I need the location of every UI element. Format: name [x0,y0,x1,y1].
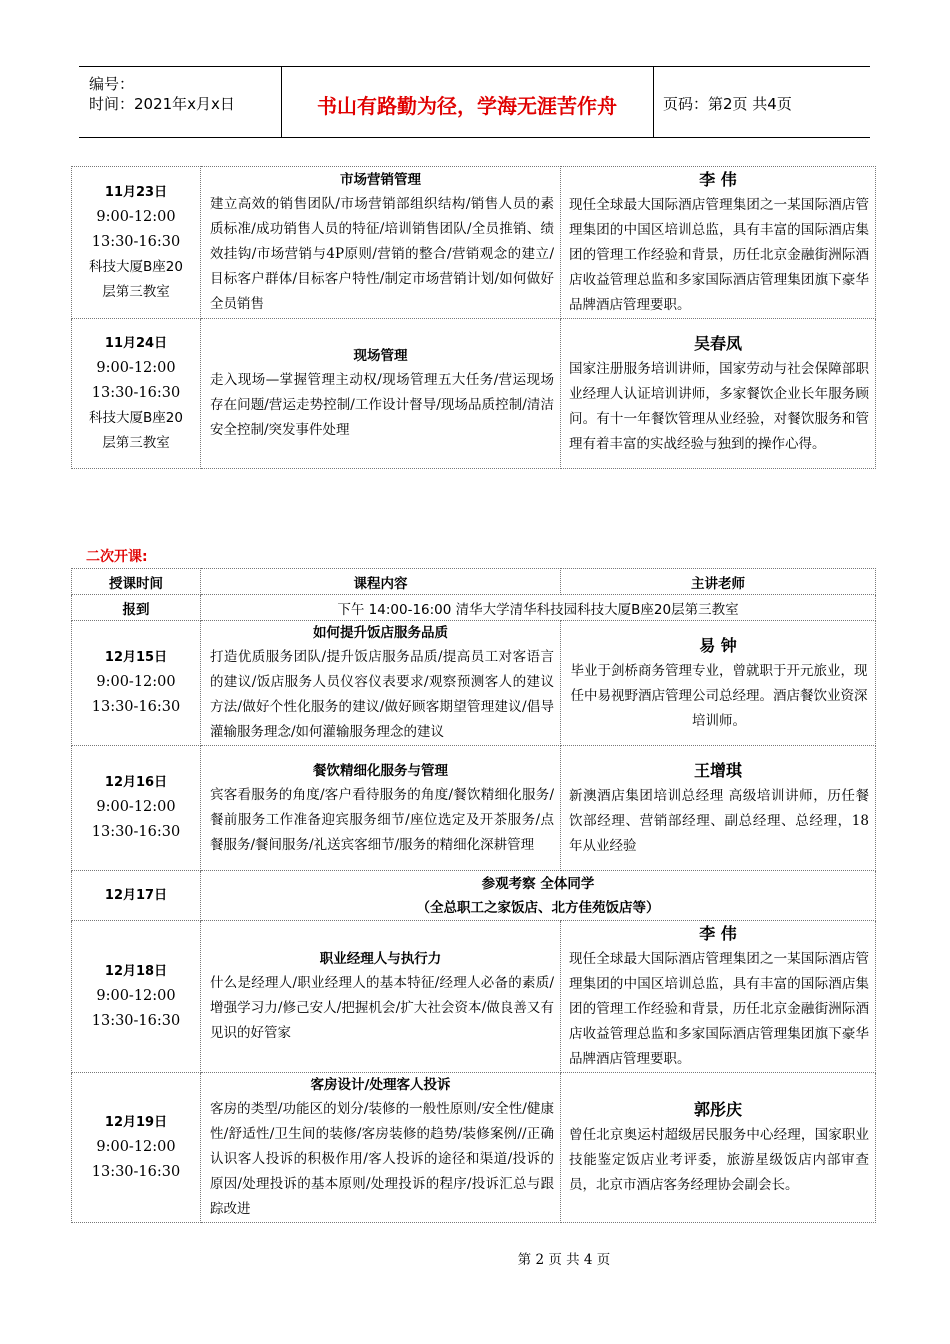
header-content: 课程内容 [201,569,561,595]
header-teacher: 主讲老师 [561,569,876,595]
course-place-line1: 科技大厦B座20 [89,258,183,275]
course-body: 建立高效的销售团队/市场营销部组织结构/销售人员的素质标准/成功销售人员的特征/培训销售团队/全员推销、绩效挂钩/市场营销与4P原则/营销的整合/营销观念的建立/目标客户群体/目标客户特性/制定市场营销计划/如何做好全员销售 [210,196,554,312]
teacher-name: 李 伟 [699,924,737,943]
course-time-afternoon: 13:30-16:30 [91,1163,181,1180]
teacher-cell [561,1073,876,1223]
teacher-bio: 现任全球最大国际酒店管理集团之一某国际酒店管理集团的中国区培训总监，具有丰富的国际酒店集团的管理工作经验和背景，历任北京金融街洲际酒店收益管理总监和多家国际酒店管理集团旗下豪华品牌酒店管理要职。 [569,951,869,1067]
time-cell [72,319,201,469]
header-date: 时间：2021年x月x日 [89,95,235,113]
content-cell [201,621,561,746]
content-cell [201,921,561,1073]
course-time-afternoon: 13:30-16:30 [91,384,181,401]
course-time-afternoon: 13:30-16:30 [91,233,181,250]
table-row [72,621,876,746]
teacher-bio: 新澳酒店集团培训总经理 高级培训讲师，历任餐饮部经理、营销部经理、副总经理、总经理，18年从业经验 [569,787,869,854]
page-footer [0,1248,950,1268]
course-title: 职业经理人与执行力 [319,951,442,967]
teacher-cell [561,621,876,746]
course-time-morning: 9:00-12:00 [96,208,176,225]
course-date: 11月24日 [104,335,168,351]
visit-places: （全总职工之家饭店、北方佳苑饭店等） [416,899,660,916]
course-date: 12月16日 [104,775,168,790]
table-row [72,921,876,1073]
time-cell [72,871,201,921]
course-date: 12月18日 [104,963,168,979]
course-title: 餐饮精细化服务与管理 [313,762,448,779]
time-cell [72,1073,201,1223]
course-time-morning: 9:00-12:00 [96,799,176,815]
time-cell [72,746,201,871]
course-body: 宾客看服务的角度/客户看待服务的角度/餐饮精细化服务/餐前服务工作准备迎宾服务细节/座位选定及开茶服务/点餐服务/餐间服务/礼送宾客细节/服务的精细化深耕管理 [210,786,554,853]
course-time-morning: 9:00-12:00 [96,1138,176,1155]
course-date: 12月15日 [104,650,168,665]
header-number: 编号： [89,75,135,93]
header-page: 页码：第2页 共4页 [663,95,792,113]
course-time-afternoon: 13:30-16:30 [91,824,181,840]
table-row [72,167,876,319]
header-motto: 书山有路勤为径，学海无涯苦作舟 [281,67,654,137]
course-date: 12月17日 [104,887,168,903]
course-title: 如何提升饭店服务品质 [313,625,448,641]
course-time-afternoon: 13:30-16:30 [91,1012,181,1029]
teacher-bio: 国家注册服务培训讲师，国家劳动与社会保障部职业经理人认证培训讲师，多家餐饮企业长年服务顾问。有十一年餐饮管理从业经验，对餐饮服务和管理有着丰富的实战经验与独到的操作心得。 [569,360,869,452]
course-place-line2: 层第三教室 [102,434,170,451]
content-cell [201,1073,561,1223]
table-row-visit [72,871,876,921]
section-title: 二次开课: [86,549,148,565]
course-time-morning: 9:00-12:00 [96,987,176,1004]
course-place-line1: 科技大厦B座20 [89,409,183,426]
table-row [72,1073,876,1223]
schedule-table-1 [71,166,876,469]
course-place-line2: 层第三教室 [102,283,170,300]
teacher-cell [561,746,876,871]
teacher-name: 李 伟 [699,170,737,189]
content-cell [201,319,561,469]
teacher-cell [561,319,876,469]
course-time-afternoon: 13:30-16:30 [91,699,181,715]
time-cell [72,167,201,319]
registration-row [72,595,876,621]
teacher-name: 吴春凤 [693,333,742,353]
teacher-name: 王增琪 [693,760,742,780]
course-body: 客房的类型/功能区的划分/装修的一般性原则/安全性/健康性/舒适性/卫生间的装修/客房装修的趋势/装修案例//正确认识客人投诉的积极作用/客人投诉的途径和渠道/投诉的原因/处理投诉的基本原则/处理投诉的程序/投诉汇总与跟踪改进 [210,1101,554,1217]
time-cell [72,621,201,746]
schedule-table-2 [71,568,876,1223]
teacher-bio: 现任全球最大国际酒店管理集团之一某国际酒店管理集团的中国区培训总监，具有丰富的国际酒店集团的管理工作经验和背景，历任北京金融街洲际酒店收益管理总监和多家国际酒店管理集团旗下豪华品牌酒店管理要职。 [569,197,869,313]
course-time-morning: 9:00-12:00 [96,359,176,376]
course-time-morning: 9:00-12:00 [96,674,176,690]
course-date: 11月23日 [104,184,168,200]
visit-title: 参观考察 全体同学 [481,875,595,892]
teacher-bio: 毕业于剑桥商务管理专业，曾就职于开元旅业，现任中易视野酒店管理公司总经理。酒店餐饮业资深培训师。 [570,662,868,729]
teacher-name: 郭彤庆 [693,1100,742,1119]
table-header-row [72,569,876,595]
course-body: 什么是经理人/职业经理人的基本特征/经理人必备的素质/增强学习力/修己安人/把握机会/扩大社会资本/做良善又有见识的好管家 [210,975,554,1041]
course-title: 市场营销管理 [340,172,421,188]
content-cell [201,746,561,871]
table-row [72,319,876,469]
course-title: 客房设计/处理客人投诉 [310,1077,451,1093]
course-body: 走入现场—掌握管理主动权/现场管理五大任务/营运现场存在问题/营运走势控制/工作设计督导/现场品质控制/清洁安全控制/突发事件处理 [210,372,554,438]
content-cell [201,167,561,319]
teacher-cell [561,167,876,319]
table-row [72,746,876,871]
visit-cell [201,871,876,921]
teacher-cell [561,921,876,1073]
registration-value: 下午 14:00-16:00 清华大学清华科技园科技大厦B座20层第三教室 [201,595,876,621]
header-meta [79,67,282,137]
teacher-name: 易 钟 [699,635,737,655]
header-time: 授课时间 [72,569,201,595]
course-date: 12月19日 [104,1114,168,1130]
course-title: 现场管理 [353,348,408,364]
page-header [79,66,870,138]
teacher-bio: 曾任北京奥运村超级居民服务中心经理，国家职业技能鉴定饭店业考评委，旅游星级饭店内部审查员，北京市酒店客务经理协会副会长。 [569,1127,869,1193]
course-body: 打造优质服务团队/提升饭店服务品质/提高员工对客语言的建议/饭店服务人员仪容仪表要求/观察预测客人的建议方法/做好个性化服务的建议/做好顾客期望管理建议/倡导灌输服务理念/如何灌输服务理念的建议 [210,649,554,740]
footer-page-number: 第 2 页 共 4 页 [517,1252,611,1268]
registration-label: 报到 [72,595,201,621]
time-cell [72,921,201,1073]
